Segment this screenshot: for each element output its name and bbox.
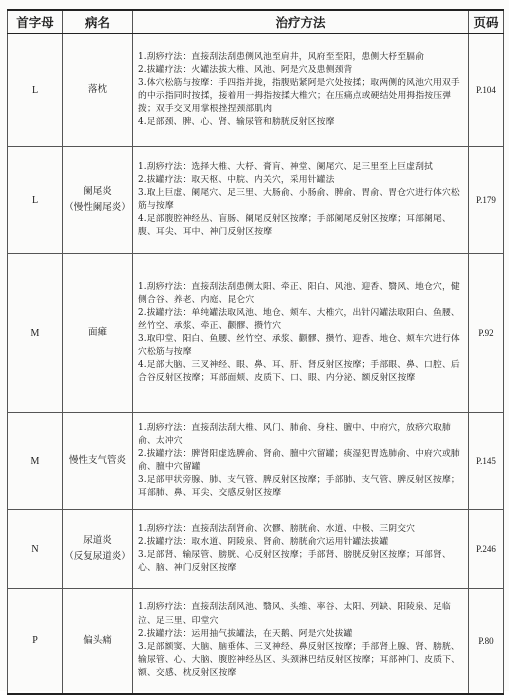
method-line: 3.取印堂、阳白、鱼腰、丝竹空、承浆、颧髎、攒竹、迎香、地仓、颊车穴进行体穴松筋与按摩 [138, 334, 460, 358]
page-number: P.246 [469, 510, 504, 589]
header-letter: 首字母 [8, 10, 63, 34]
page-number: P.179 [469, 147, 504, 254]
initial-letter: P [8, 589, 63, 694]
table-row [8, 589, 504, 694]
method-line: 1.刮痧疗法：直接刮法刮风池、翳风、头维、率谷、太阳、列缺、阳陵泉、足临泣、足三里、印堂穴 [138, 602, 451, 626]
table-row [8, 34, 504, 147]
method-line: 2.拔罐疗法：脾肾阳虚选脾俞、肾俞、膻中穴留罐；痰湿犯胃选肺俞、中府穴或肺俞、膻中穴留罐 [138, 448, 460, 472]
treatment-methods [133, 510, 469, 589]
method-line: 3.体穴松筋与按摩：手四指并拢，指腹贴紧阿是穴处按揉；取两侧的风池穴用双手的中示指同时按揉，接着用一拇指按揉大椎穴；在压痛点或硬结处用拇指按压弹拨；双手交叉用掌根挫捏颈部肌肉 [138, 77, 460, 115]
treatment-methods [133, 147, 469, 254]
page-number: P.92 [469, 254, 504, 413]
initial-letter: M [8, 413, 63, 510]
method-line: 1.刮痧疗法：直接刮法刮大椎、风门、肺俞、身柱、膻中、中府穴，放痧穴取肺俞、太冲穴 [138, 422, 451, 446]
method-line: 2.拔罐疗法：取天枢、中脘、内关穴，采用针罐法 [138, 174, 335, 185]
method-line: 4.足部大脑、三叉神经、眼、鼻、耳、肝、肾反射区按摩；手部眼、鼻、口腔、后合谷反射区按摩；耳部面颊、皮质下、口、眼、内分泌、额反射区按摩 [138, 360, 460, 384]
disease-subtitle: （慢性阑尾炎） [64, 202, 131, 213]
initial-letter: N [8, 510, 63, 589]
disease-name [63, 254, 133, 413]
initial-letter: L [8, 147, 63, 254]
method-line: 1.刮痧疗法：选择大椎、大杼、膏肓、神堂、阑尾穴、足三里至上巨虚刮拭 [138, 161, 433, 172]
page-number: P.104 [469, 34, 504, 147]
method-line: 3.足部肾、输尿管、膀胱、心反射区按摩；手部肾、膀胱反射区按摩；耳部肾、心、脑、神门反射区按摩 [138, 550, 451, 574]
page-number: P.145 [469, 413, 504, 510]
table-header-row [8, 10, 504, 34]
table-row [8, 413, 504, 510]
method-line: 3.取上巨虚、阑尾穴、足三里、大肠俞、小肠俞、脾俞、胃俞、胃仓穴进行体穴松筋与按摩 [138, 187, 460, 211]
method-line: 2.拔罐疗法：取水道、阴陵泉、肾俞、膀胱俞穴运用针罐法拔罐 [138, 536, 389, 547]
method-line: 3.足部甲状旁腺、肺、支气管、脾反射区按摩；手部肺、支气管、脾反射区按摩；耳部肺、鼻、耳尖、交感反射区按摩 [138, 475, 460, 499]
method-line: 1.刮痧疗法：直接刮法刮肾俞、次髎、膀胱俞、水道、中极、三阴交穴 [138, 523, 416, 534]
header-disease: 病名 [63, 10, 133, 34]
table-row [8, 510, 504, 589]
disease-title: 慢性支气管炎 [68, 455, 126, 466]
method-line: 1.刮痧疗法：直接刮法刮患侧风池至肩井，风府至至阳，患侧大杼至膈俞 [138, 51, 425, 62]
treatment-methods [133, 413, 469, 510]
method-line: 4.足部颈、脾、心、肾、输尿管和膀胱反射区按摩 [138, 117, 335, 128]
method-line: 3.足部额窦、大脑、脑垂体、三叉神经、鼻反射区按摩；手部肾上腺、肾、膀胱、输尿管、心、大脑、腹腔神经丛区、头颈淋巴结反射区按摩；耳部神门、皮质下、额、交感、枕反射区按摩 [138, 641, 461, 678]
disease-name [63, 34, 133, 147]
treatment-methods [133, 34, 469, 147]
disease-title: 落枕 [87, 84, 107, 95]
method-line: 4.足部腹腔神经丛、盲肠、阑尾反射区按摩；手部阑尾反射区按摩；耳部阑尾、腹、耳尖、耳中、神门反射区按摩 [138, 214, 451, 238]
initial-letter: L [8, 34, 63, 147]
treatment-methods [133, 589, 469, 694]
page-number: P.80 [469, 589, 504, 694]
disease-title: 偏头痛 [83, 634, 112, 646]
initial-letter: M [8, 254, 63, 413]
table-row [8, 147, 504, 254]
disease-title: 阑尾炎 [83, 186, 112, 197]
method-line: 2.拔罐疗法：运用抽气拔罐法，在天鹅、阿是穴处拔罐 [138, 628, 353, 639]
disease-subtitle: （反复尿道炎） [64, 551, 131, 562]
disease-name [63, 589, 133, 694]
disease-name [63, 510, 133, 589]
method-line: 2.拔罐疗法：单纯罐法取风池、地仓、颊车、大椎穴，出针闪罐法取阳白、鱼腰、丝竹空、承浆、牵正、颧髎、攒竹穴 [138, 307, 460, 331]
disease-title: 面瘫 [87, 327, 107, 338]
treatment-methods [133, 254, 469, 413]
disease-title: 尿道炎 [83, 535, 112, 546]
treatment-table [7, 9, 504, 695]
header-page: 页码 [469, 10, 504, 34]
disease-name [63, 147, 133, 254]
header-method: 治疗方法 [133, 10, 469, 34]
disease-name [63, 413, 133, 510]
method-line: 2.拔罐疗法：火罐法拔大椎、风池、阿是穴及患侧颈背 [138, 64, 353, 75]
method-line: 1.刮痧疗法：直接刮法刮患侧太阳、牵正、阳白、风池、迎香、翳风、地仓穴，健侧合谷、养老、内庭、昆仑穴 [138, 281, 460, 305]
table-row [8, 254, 504, 413]
